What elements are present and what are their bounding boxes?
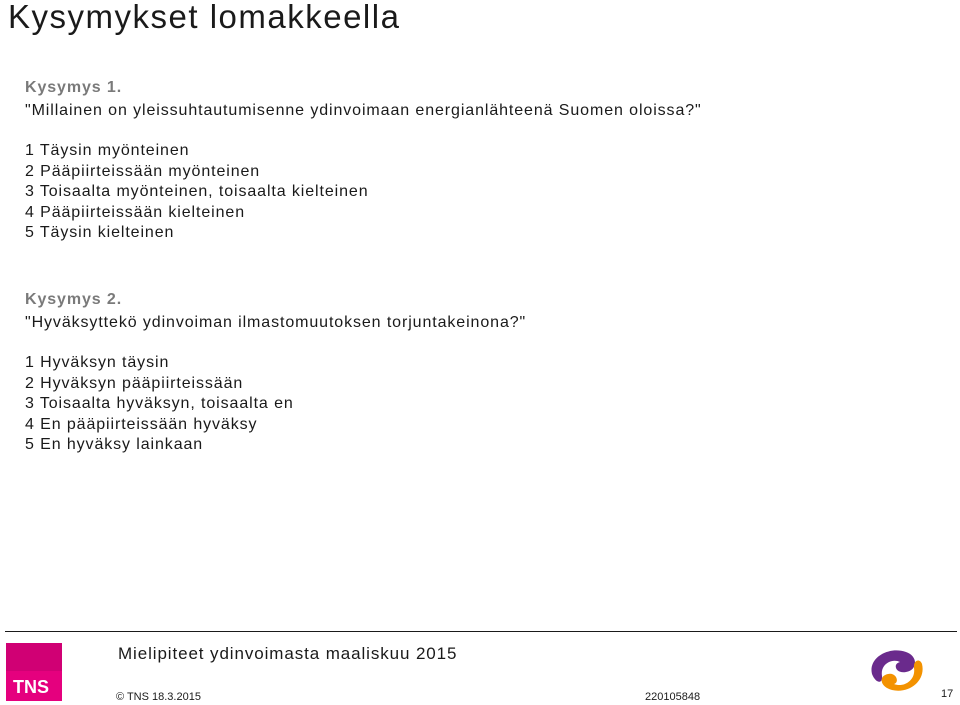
answer-option: 5 Täysin kielteinen [25,224,175,241]
question-heading: Kysymys 2. [25,291,123,308]
company-emblem-icon [866,644,928,696]
answer-option: 3 Toisaalta hyväksyn, toisaalta en [25,395,294,412]
logo-text: TNS [13,677,49,697]
answer-options [25,141,702,244]
answer-option: 1 Hyväksyn täysin [25,354,170,371]
copyright-text: © TNS 18.3.2015 [116,691,201,703]
answer-options [25,353,526,456]
logo-stripe [6,643,62,671]
answer-option: 2 Pääpiirteissään myönteinen [25,162,261,180]
project-code: 220105848 [645,691,701,703]
page-title: Kysymykset lomakkeella [8,0,401,35]
question-2 [25,290,526,456]
answer-option: 5 En hyväksy lainkaan [25,436,204,453]
question-1 [25,78,702,244]
report-title: Mielipiteet ydinvoimasta maaliskuu 2015 [118,644,458,663]
answer-option: 4 En pääpiirteissään hyväksy [25,415,258,433]
question-text: "Hyväksyttekö ydinvoiman ilmastomuutoksen torjuntakeinona?" [25,313,527,331]
question-text: "Millainen on yleissuhtautumisenne ydinvoimaan energianlähteenä Suomen oloissa?" [25,101,702,119]
answer-option: 3 Toisaalta myönteinen, toisaalta kielteinen [25,183,369,200]
answer-option: 4 Pääpiirteissään kielteinen [25,203,245,221]
tns-logo [6,643,62,701]
answer-option: 1 Täysin myönteinen [25,142,190,159]
page-number: 17 [941,688,954,700]
answer-option: 2 Hyväksyn pääpiirteissään [25,374,244,392]
question-heading: Kysymys 1. [25,79,123,96]
footer-divider [5,631,957,632]
